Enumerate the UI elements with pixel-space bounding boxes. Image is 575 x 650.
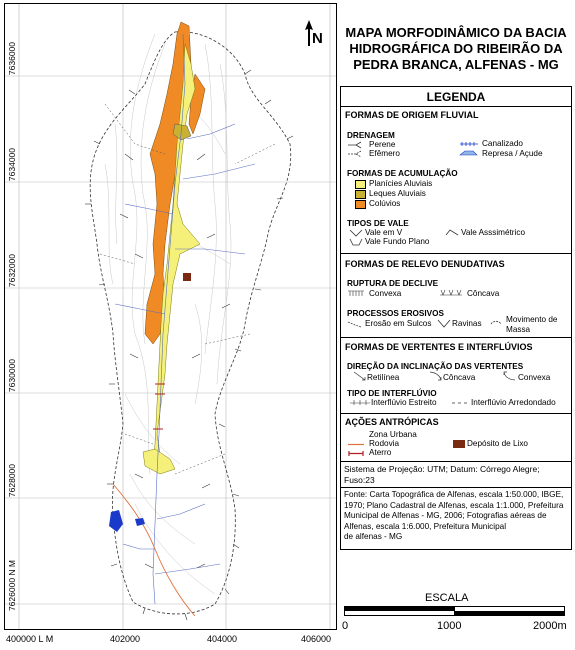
movimento-label-1: Movimento de xyxy=(506,315,558,324)
vale-fundo-label: Vale Fundo Plano xyxy=(365,237,430,246)
vale-v-label: Vale em V xyxy=(365,228,403,237)
projection-info: Sistema de Projeção: UTM; Datum: Córrego Alegre; Fuso:23 xyxy=(340,462,572,488)
legend-panel xyxy=(340,86,572,462)
y-tick-7628000: 7628000 xyxy=(7,464,17,498)
ephemeral-drainage xyxy=(100,104,275,474)
movimento-label-2: Massa xyxy=(506,325,531,334)
map-title: MAPA MORFODINÂMICO DA BACIA HIDROGRÁFICA DO RIBEIRÃO DA PEDRA BRANCA, ALFENAS - MG xyxy=(345,25,567,72)
north-label: N xyxy=(312,30,323,47)
represa-label: Represa / Açude xyxy=(482,149,543,158)
section-vert-title: FORMAS DE VERTENTES E INTERFLÚVIOS xyxy=(345,342,533,352)
y-tick-7634000: 7634000 xyxy=(7,148,17,182)
coluvio-label: Colúvios xyxy=(369,199,401,208)
x-tick-402000: 402000 xyxy=(110,634,141,644)
y-tick-7626000: 7626000 N M xyxy=(7,560,17,612)
aterro-icon xyxy=(347,450,365,457)
direcao-title: DIREÇÃO DA INCLINAÇÃO DAS VERTENTES xyxy=(347,362,524,371)
map-canvas[interactable] xyxy=(5,4,337,630)
y-tick-7630000: 7630000 xyxy=(7,359,17,393)
ruptura-convexa-label: Convexa xyxy=(369,289,402,298)
ravinas-label: Ravinas xyxy=(452,319,482,328)
represa-icon xyxy=(459,149,479,157)
y-tick-7636000: 7636000 xyxy=(7,42,17,76)
x-tick-406000: 406000 xyxy=(301,634,332,644)
vale-fundo-icon xyxy=(349,238,363,246)
arredondado-label: Interflúvio Arredondado xyxy=(471,398,556,407)
accum-title: FORMAS DE ACUMULAÇÃO xyxy=(347,169,458,178)
leque-swatch xyxy=(355,190,366,199)
ruptura-title: RUPTURA DE DECLIVE xyxy=(347,279,439,288)
vale-title: TIPOS DE VALE xyxy=(347,219,409,228)
interfluvio-title: TIPO DE INTERFLÚVIO xyxy=(347,389,437,398)
x-tick-400000: 400000 L M xyxy=(6,634,54,644)
rodovia-icon xyxy=(347,442,365,447)
scale-mid: 1000 xyxy=(437,620,462,632)
interfluve-ticks xyxy=(85,70,293,620)
efemero-icon xyxy=(347,150,365,158)
canalizado-icon xyxy=(459,139,479,147)
scale-bar xyxy=(344,606,565,616)
erosao-icon xyxy=(347,320,363,328)
ruptura-concava-label: Côncava xyxy=(467,289,500,298)
section-denud xyxy=(341,253,571,254)
vale-v-icon xyxy=(349,229,363,237)
planicie-swatch xyxy=(355,180,366,189)
concava-slope-label: Côncava xyxy=(443,373,476,382)
estreito-icon xyxy=(349,399,371,406)
legend-title: LEGENDA xyxy=(426,90,486,104)
movimento-massa-icon xyxy=(489,315,503,325)
estreito-label: Interflúvio Estreito xyxy=(371,398,437,407)
section-fluvial xyxy=(341,106,571,107)
concava-slope-icon xyxy=(429,371,443,381)
vale-assim-icon xyxy=(445,228,459,236)
retilinea-label: Retilínea xyxy=(367,373,400,382)
deposito-label: Depósito de Lixo xyxy=(467,439,528,448)
processos-title: PROCESSOS EROSIVOS xyxy=(347,309,444,318)
section-vert xyxy=(341,337,571,338)
ruptura-convexa-icon xyxy=(347,290,365,297)
efemero-label: Efêmero xyxy=(369,149,400,158)
planicie-label: Planícies Aluviais xyxy=(369,179,433,188)
retilinea-icon xyxy=(353,371,367,381)
convexa-slope-label: Convexa xyxy=(518,373,551,382)
y-tick-7632000: 7632000 xyxy=(7,254,17,288)
perene-label: Perene xyxy=(369,140,396,149)
x-tick-404000: 404000 xyxy=(207,634,238,644)
perene-icon xyxy=(347,141,365,149)
section-fluvial-title: FORMAS DE ORIGEM FLUVIAL xyxy=(345,110,479,120)
coluvio-swatch xyxy=(355,200,366,209)
source-info: Fonte: Carta Topográfica de Alfenas, escala 1:50.000, IBGE, 1970; Plano Cadastral de Alfenas, escala 1:1.000, Prefeitura Municipal de Alfenas - MG, 2006; Fotografias aéreas de Alfenas, escala 1:6.000, Prefeitura Municipal de alfenas - MG xyxy=(340,488,572,550)
section-antro-title: AÇÕES ANTRÓPICAS xyxy=(345,417,439,427)
map-frame[interactable] xyxy=(4,3,337,630)
urbana-label: Zona Urbana xyxy=(369,430,417,439)
section-denud-title: FORMAS DE RELEVO DENUDATIVAS xyxy=(345,259,505,269)
represa-body xyxy=(109,510,123,532)
convexa-slope-icon xyxy=(503,371,517,381)
rodovia-label: Rodovia xyxy=(369,439,400,448)
aterro-label: Aterro xyxy=(369,448,392,457)
section-antro xyxy=(341,413,571,414)
planicie-area-2 xyxy=(143,449,175,474)
arredondado-icon xyxy=(451,399,469,406)
canalizado-label: Canalizado xyxy=(482,139,523,148)
leque-label: Leques Aluviais xyxy=(369,189,426,198)
drainage-title: DRENAGEM xyxy=(347,131,395,140)
vale-assim-label: Vale Asssimétrico xyxy=(461,228,526,237)
deposito-swatch xyxy=(453,440,465,448)
scale-end: 2000m xyxy=(533,620,567,632)
erosao-label: Erosão em Sulcos xyxy=(365,319,432,328)
ravinas-icon xyxy=(437,319,451,328)
deposito-area xyxy=(183,273,191,281)
scale-start: 0 xyxy=(342,620,349,632)
ruptura-concava-icon xyxy=(439,289,463,296)
scale-label: ESCALA xyxy=(425,592,469,604)
